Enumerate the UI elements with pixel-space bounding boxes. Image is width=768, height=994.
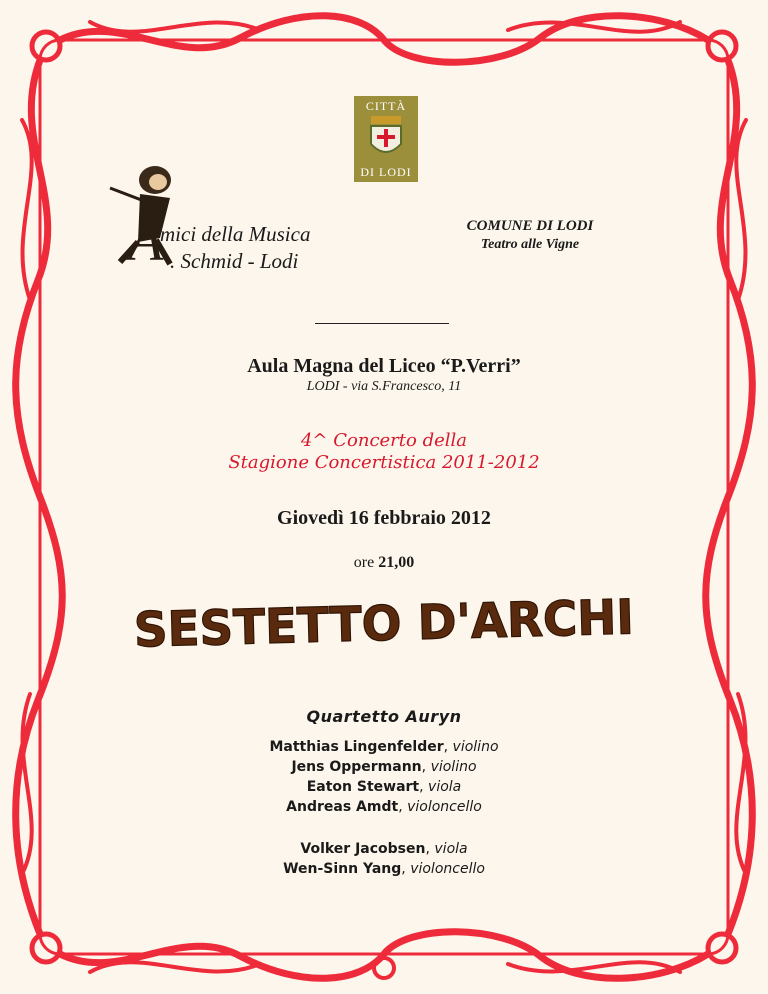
concert-number: 4^ Concerto della bbox=[300, 430, 467, 451]
logo-initial: A bbox=[128, 208, 164, 273]
separator-line bbox=[315, 323, 449, 324]
performer-line: Volker Jacobsen, viola bbox=[300, 841, 468, 857]
performer-name: Wen-Sinn Yang bbox=[283, 861, 402, 877]
concert-time bbox=[0, 554, 768, 572]
venue-address: LODI - via S.Francesco, 11 bbox=[306, 379, 462, 394]
shield-icon bbox=[368, 116, 404, 160]
ensemble-name: Quartetto Auryn bbox=[306, 707, 462, 726]
performer-instrument: viola bbox=[434, 841, 468, 857]
performer-instrument: violoncello bbox=[410, 861, 485, 877]
crest-bottom-text: DI LODI bbox=[360, 165, 412, 179]
performer-line: Eaton Stewart, viola bbox=[306, 779, 462, 795]
performer-name: Eaton Stewart bbox=[306, 779, 420, 795]
performer-line: Andreas Amdt, violoncello bbox=[286, 799, 482, 815]
time-label: ore bbox=[353, 554, 375, 571]
performer-instrument: violino bbox=[430, 759, 477, 775]
concert-season: Stagione Concertistica 2011-2012 bbox=[228, 452, 540, 473]
comune-venue: Teatro alle Vigne bbox=[480, 237, 580, 252]
event-title: SESTETTO D'ARCHI bbox=[133, 590, 648, 659]
performer-instrument: violino bbox=[452, 739, 499, 755]
performer-name: Matthias Lingenfelder bbox=[269, 739, 444, 755]
logo-line-2: . Schmid - Lodi bbox=[170, 249, 299, 273]
performer-name: Volker Jacobsen bbox=[300, 841, 426, 857]
performers-group-2 bbox=[0, 839, 768, 879]
performers-group-1 bbox=[0, 737, 768, 817]
performer-instrument: viola bbox=[428, 779, 462, 795]
performer-name: Jens Oppermann bbox=[291, 759, 422, 775]
event-title-block bbox=[0, 590, 768, 660]
crest-top-text: CITTÀ bbox=[365, 99, 407, 113]
logo-line-1: mici della Musica bbox=[160, 222, 311, 246]
concert-date: Giovedì 16 febbraio 2012 bbox=[277, 507, 491, 529]
venue-hall: Aula Magna del Liceo “P.Verri” bbox=[247, 355, 521, 377]
comune-block bbox=[440, 218, 620, 253]
performer-instrument: violoncello bbox=[407, 799, 482, 815]
performer-line: Jens Oppermann, violino bbox=[291, 759, 477, 775]
comune-name: COMUNE DI LODI bbox=[466, 218, 594, 234]
performer-name: Andreas Amdt bbox=[286, 799, 399, 815]
citta-di-lodi-crest bbox=[354, 96, 418, 182]
time-value: 21,00 bbox=[378, 554, 415, 571]
performer-line: Wen-Sinn Yang, violoncello bbox=[283, 861, 485, 877]
performer-line: Matthias Lingenfelder, violino bbox=[269, 739, 499, 755]
